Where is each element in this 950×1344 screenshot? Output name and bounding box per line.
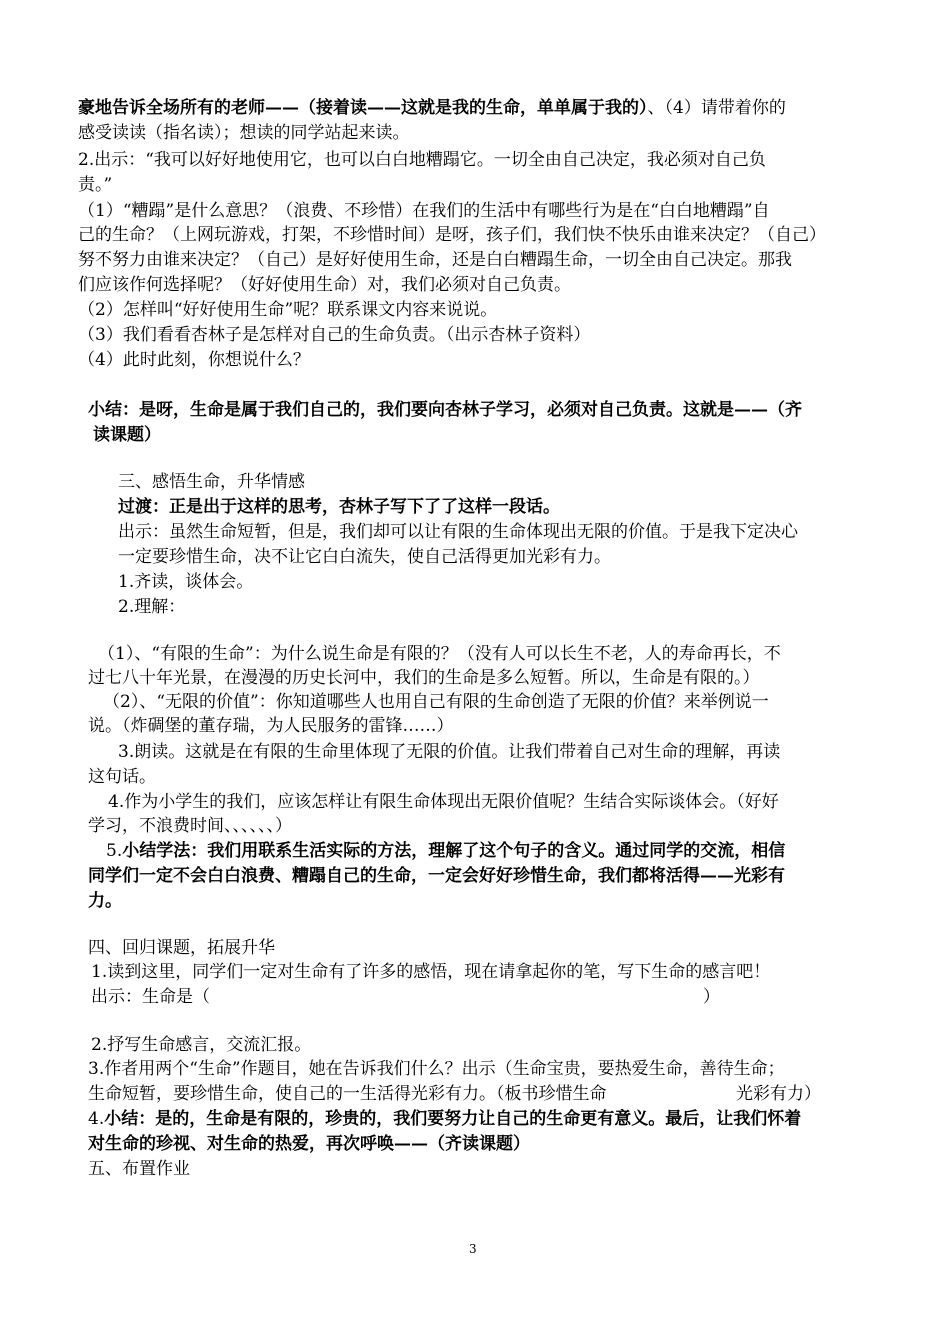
text-run: 四、回归课题，拓展升华 [88, 938, 275, 958]
text-run: 4.作为小学生的我们，应该怎样让有限生命体现出无限价值呢？生结合实际谈体会。（好好 [108, 792, 779, 812]
text-run: 力。 [88, 891, 122, 911]
text-run: 2.抒写生命感言，交流汇报。 [91, 1035, 312, 1055]
text-line [88, 1132, 530, 1156]
text-run: 3.朗读。这就是在有限的生命里体现了无限的价值。让我们带着自己对生命的理解，再读 [118, 742, 781, 762]
text-line [88, 1107, 801, 1131]
text-run: 2.出示：“我可以好好地使用它，也可以白白地糟蹋它。一切全由自己决定，我必须对自己负 [78, 150, 766, 170]
summary-line [93, 423, 161, 447]
text-line-text: （4）此时此刻，你想说什么？ [78, 350, 310, 370]
text-line [736, 1082, 821, 1106]
text-line [78, 273, 571, 297]
text-run: （1）“糟蹋”是什么意思？（浪费、不珍惜）在我们的生活中有哪些行为是在“白白地糟蹋”自 [78, 201, 770, 221]
text-run: ） [703, 987, 720, 1007]
text-line [78, 298, 497, 322]
section-heading [118, 470, 305, 494]
transition-line [118, 495, 560, 519]
text-run: 小结：是的，生命是有限的，珍贵的，我们要努力让自己的生命更有意义。最后，让我们怀着 [104, 1109, 802, 1129]
text-line [78, 121, 410, 145]
text-line [88, 889, 122, 913]
text-run: 豪地告诉全场所有的老师——（接着读——这就是我的生命，单单属于我的） [78, 98, 648, 118]
text-line [78, 223, 826, 247]
text-line [88, 765, 156, 789]
text-line [88, 814, 292, 838]
text-line [91, 985, 210, 1009]
text-run: 3.作者用两个“生命”作题目，她在告诉我们什么？出示（生命宝贵，要热爱生命，善待生命； [88, 1059, 785, 1079]
text-run: 责。” [78, 175, 113, 195]
text-line [78, 199, 770, 223]
text-run: （3）我们看看杏林子是怎样对自己的生命负责。（出示杏林子资料） [78, 325, 591, 345]
text-run: 五、布置作业 [88, 1159, 190, 1179]
text-run: （1）、“有限的生命”：为什么说生命是有限的？（没有人可以长生不老，人的寿命再长，不 [98, 644, 781, 664]
text-line [88, 1082, 607, 1106]
text-line [78, 348, 310, 372]
text-run: 努不努力由谁来决定？（自己）是好好使用生命，还是白白糟蹋生命，一切全由自己决定。那我 [78, 250, 792, 270]
text-run: 小结学法：我们用联系生活实际的方法，理解了这个句子的含义。通过同学的交流，相信 [122, 841, 786, 861]
text-run: 这句话。 [88, 767, 156, 787]
text-run: 、（4）请带着你的 [647, 98, 786, 118]
text-run: （2）怎样叫“好好使用生命”呢？联系课文内容来说说。 [78, 300, 498, 320]
text-line [103, 690, 769, 714]
text-run: 同学们一定不会白白浪费、糟蹋自己的生命，一定会好好珍惜生命，我们都将活得——光彩有 [88, 866, 785, 886]
text-run: （2）、“无限的价值”：你知道哪些人也用自己有限的生命创造了无限的价值？来举例说一 [103, 692, 769, 712]
text-line [118, 545, 611, 569]
text-run: 出示：生命是（ [91, 987, 210, 1007]
text-run: 4. [88, 1109, 105, 1129]
text-line [118, 570, 253, 594]
text-run: 学习，不浪费时间、、、、、、） [88, 816, 292, 836]
text-run: 2.理解： [118, 597, 186, 617]
text-run: 过渡：正是出于这样的思考，杏林子写下了了这样一段话。 [118, 497, 560, 517]
text-run: 对生命的珍视、对生命的热爱，再次呼唤——（齐读课题） [88, 1134, 530, 1154]
text-run: 出示：虽然生命短暂，但是，我们却可以让有限的生命体现出无限的价值。于是我下定决心 [118, 522, 798, 542]
text-line [78, 323, 590, 347]
text-line [88, 864, 785, 888]
text-line [118, 740, 780, 764]
page-number: 3 [469, 1242, 477, 1256]
text-run: 三、感悟生命，升华情感 [118, 472, 305, 492]
text-line [91, 1033, 311, 1057]
text-run: 小结：是呀，生命是属于我们自己的，我们要向杏林子学习，必须对自己负责。这就是——（齐 [88, 400, 802, 420]
text-line [88, 714, 454, 738]
text-line [78, 96, 786, 120]
section-heading [88, 1157, 190, 1181]
text-run: 己的生命？（上网玩游戏，打架，不珍惜时间）是呀，孩子们，我们快不快乐由谁来决定？（自己） [78, 225, 826, 245]
text-line [118, 595, 185, 619]
text-line [91, 960, 770, 984]
text-run: 1.齐读，谈体会。 [118, 572, 254, 592]
text-line [78, 173, 112, 197]
text-line [703, 985, 720, 1009]
text-line [106, 839, 785, 863]
text-run: 1.读到这里，同学们一定对生命有了许多的感悟，现在请拿起你的笔，写下生命的感言吧！ [91, 962, 771, 982]
text-line [118, 520, 798, 544]
text-run: 5. [106, 841, 123, 861]
text-run: 读课题） [93, 425, 161, 445]
text-run: 们应该作何选择呢？（好好使用生命）对，我们必须对自己负责。 [78, 275, 571, 295]
text-run: 感受读读（指名读）；想读的同学站起来读。 [78, 123, 410, 143]
text-run: 过七八十年光景，在漫漫的历史长河中，我们的生命是多么短暂。所以，生命是有限的。） [88, 668, 760, 688]
text-run: 光彩有力） [736, 1084, 821, 1104]
text-line [108, 790, 779, 814]
text-line [78, 148, 766, 172]
summary-line [88, 398, 802, 422]
text-run: 一定要珍惜生命，决不让它白白流失，使自己活得更加光彩有力。 [118, 547, 611, 567]
section-heading [88, 936, 275, 960]
text-run: 说。（炸碉堡的董存瑞，为人民服务的雷锋……） [88, 716, 454, 736]
text-line [88, 666, 760, 690]
text-run: 生命短暂，要珍惜生命，使自己的一生活得光彩有力。（板书珍惜生命 [88, 1084, 607, 1104]
text-line [88, 1057, 785, 1081]
text-line [98, 642, 781, 666]
text-line [78, 248, 792, 272]
